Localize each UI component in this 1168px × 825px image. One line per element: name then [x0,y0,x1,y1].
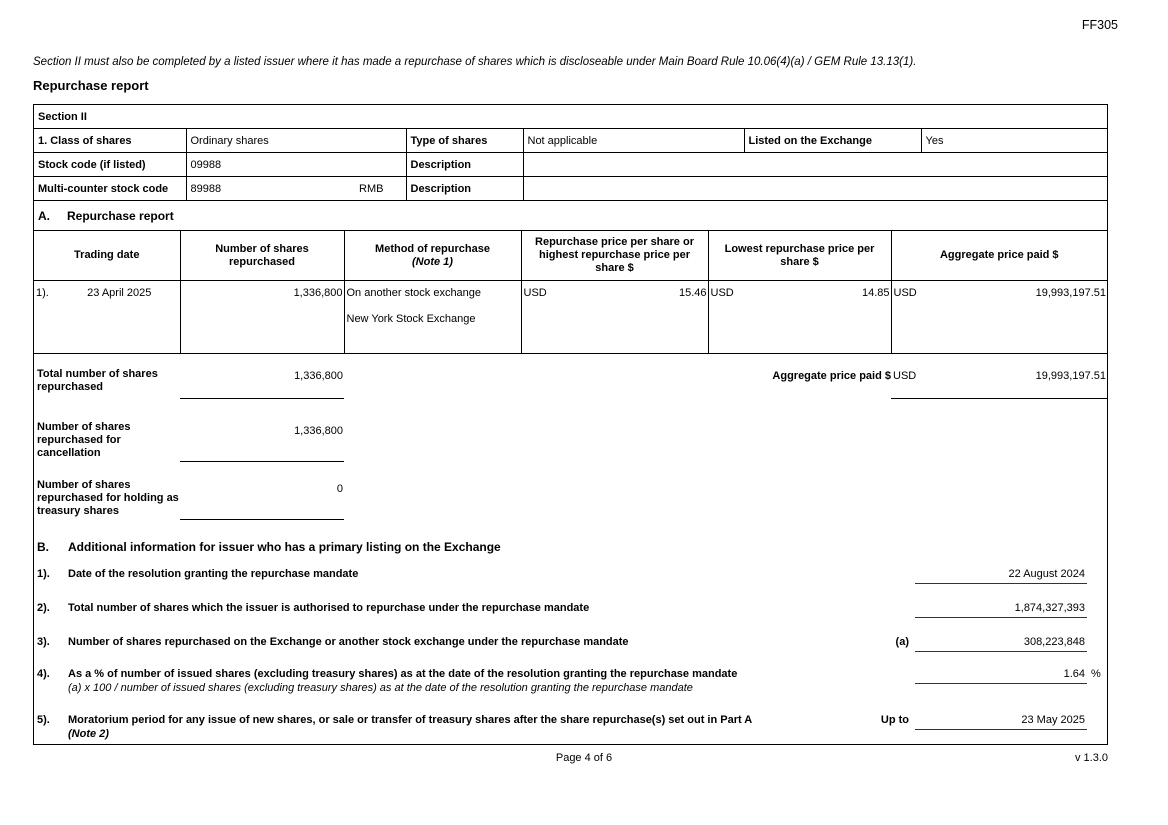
b-item-3-value: 308,223,848 [915,636,1087,652]
col-method-note: (Note 1) [412,255,453,268]
section-b-heading: Additional information for issuer who has a primary listing on the Exchange [68,540,501,554]
total-shares-value: 1,336,800 [180,368,344,399]
aggregate-value: 19,993,197.51 [1035,287,1106,299]
multi-counter-value-cell [186,177,406,201]
col-method: Method of repurchase (Note 1) [344,231,521,281]
cell-shares: 1,336,800 [180,281,344,354]
form-version: v 1.3.0 [1074,752,1108,764]
b-item-4-label: As a % of number of issued shares (excluding treasury shares) as at the date of the resolution granting the repurchase mandate [68,668,738,680]
b-item-3-ref: (a) [895,636,909,648]
multi-description-value [523,177,1107,201]
b-item-4: 4). As a % of number of issued shares (excluding treasury shares) as at the date of the resolution granting the repurchase mandate (a) x 100 / number of issued shares (excluding treasury shares) as at the date of the resolution granting the repurchase mandate 1.64 % [37,668,1107,694]
col-shares-repurchased: Number of shares repurchased [180,231,344,281]
multi-counter-currency: RMB [359,182,384,195]
b-item-4-formula-note: (a) x 100 / number of issued shares (excluding treasury shares) as at the date of the resolution granting the repurchase mandate [68,682,693,694]
listed-on-exchange-value: Yes [921,129,1107,153]
b-item-3-label: Number of shares repurchased on the Exchange or another stock exchange under the repurchase mandate [68,636,629,648]
b-item-1-label: Date of the resolution granting the repurchase mandate [68,568,359,580]
type-of-shares-value: Not applicable [523,129,744,153]
stock-code-label: Stock code (if listed) [34,153,186,177]
page-title: Repurchase report [33,78,149,93]
price-high-currency: USD [523,287,547,299]
b-item-5-prefix: Up to [880,714,909,726]
cell-trading-date [34,281,180,354]
stock-description-label: Description [406,153,523,177]
total-shares-label: Total number of shares repurchased [37,368,158,393]
listed-on-exchange-label: Listed on the Exchange [744,129,921,153]
type-of-shares-label: Type of shares [406,129,523,153]
b-item-1-value: 22 August 2024 [915,568,1087,584]
price-high-value: 15.46 [678,287,707,299]
section2-header: Section II [34,105,1107,129]
cancellation-row [37,421,1107,462]
table-row [34,281,1107,354]
b-item-4-value: 1.64 [915,668,1087,684]
report-body [33,104,1108,745]
section-a-title [34,201,1107,230]
aggregate-currency: USD [893,287,917,299]
treasury-row [37,479,1107,520]
price-low-value: 14.85 [861,287,890,299]
cell-aggregate [891,281,1107,354]
section-a-heading: Repurchase report [67,208,174,223]
multi-counter-label: Multi-counter stock code [34,177,186,201]
col-aggregate: Aggregate price paid $ [891,231,1107,281]
multi-description-label: Description [406,177,523,201]
aggregate-paid-value: 19,993,197.51 [1035,370,1106,382]
b-item-5-label: Moratorium period for any issue of new shares, or sale or transfer of treasury shares after the share repurchase(s) set out in Part A [68,714,753,726]
cell-method [344,281,521,354]
section-b-title [37,540,1107,554]
multi-counter-code: 89988 [190,182,222,195]
col-price-low: Lowest repurchase price per share $ [708,231,891,281]
cancellation-label: Number of shares repurchased for cancellation [37,421,131,459]
method-line2: New York Stock Exchange [346,313,476,325]
total-shares-row [37,368,1107,399]
b-item-5-value: 23 May 2025 [915,714,1087,730]
section-a-id: A. [38,208,50,223]
row-index: 1). [36,287,49,299]
section-b [34,540,1107,740]
cancellation-value: 1,336,800 [180,421,344,462]
form-code: FF305 [1081,18,1118,32]
intro-note: Section II must also be completed by a listed issuer where it has made a repurchase of shares which is discloseable under Main Board Rule 10.06(4)(a) / GEM Rule 13.13(1). [33,56,917,68]
section-a-totals [34,368,1107,520]
stock-description-value [523,153,1107,177]
class-of-shares-label: 1. Class of shares [34,129,186,153]
b-item-5: 5). Moratorium period for any issue of new shares, or sale or transfer of treasury shares after the share repurchase(s) set out in Part A (Note 2) Up to 23 May 2025 [37,714,1085,740]
trading-date-value: 23 April 2025 [87,287,152,299]
b-item-2: 2). Total number of shares which the issuer is authorised to repurchase under the repurchase mandate 1,874,327,393 [37,602,1107,618]
price-low-currency: USD [710,287,734,299]
aggregate-paid-currency: USD [893,370,917,382]
col-price-high: Repurchase price per share or highest repurchase price per share $ [521,231,708,281]
treasury-value: 0 [180,479,344,520]
stock-code-value: 09988 [186,153,406,177]
section2-table [34,105,1107,201]
b-item-2-label: Total number of shares which the issuer is authorised to repurchase under the repurchase mandate [68,602,590,614]
aggregate-paid-box [891,368,1107,399]
method-line1: On another stock exchange [346,287,482,299]
b-item-4-suffix: % [1091,668,1101,680]
col-trading-date: Trading date [34,231,180,281]
section-b-id: B. [37,540,49,554]
page-number: Page 4 of 6 [555,752,613,764]
b-item-2-value: 1,874,327,393 [915,602,1087,618]
repurchase-table [34,230,1107,354]
b-item-1: 1). Date of the resolution granting the repurchase mandate 22 August 2024 [37,568,1107,584]
class-of-shares-value: Ordinary shares [186,129,406,153]
cell-price-high [521,281,708,354]
cell-price-low [708,281,891,354]
b-item-3: 3). Number of shares repurchased on the Exchange or another stock exchange under the repurchase mandate (a) 308,223,848 [37,636,1107,652]
treasury-label: Number of shares repurchased for holding as treasury shares [37,479,179,517]
aggregate-paid-label: Aggregate price paid $ [772,370,891,382]
b-item-5-note: (Note 2) [68,728,109,740]
